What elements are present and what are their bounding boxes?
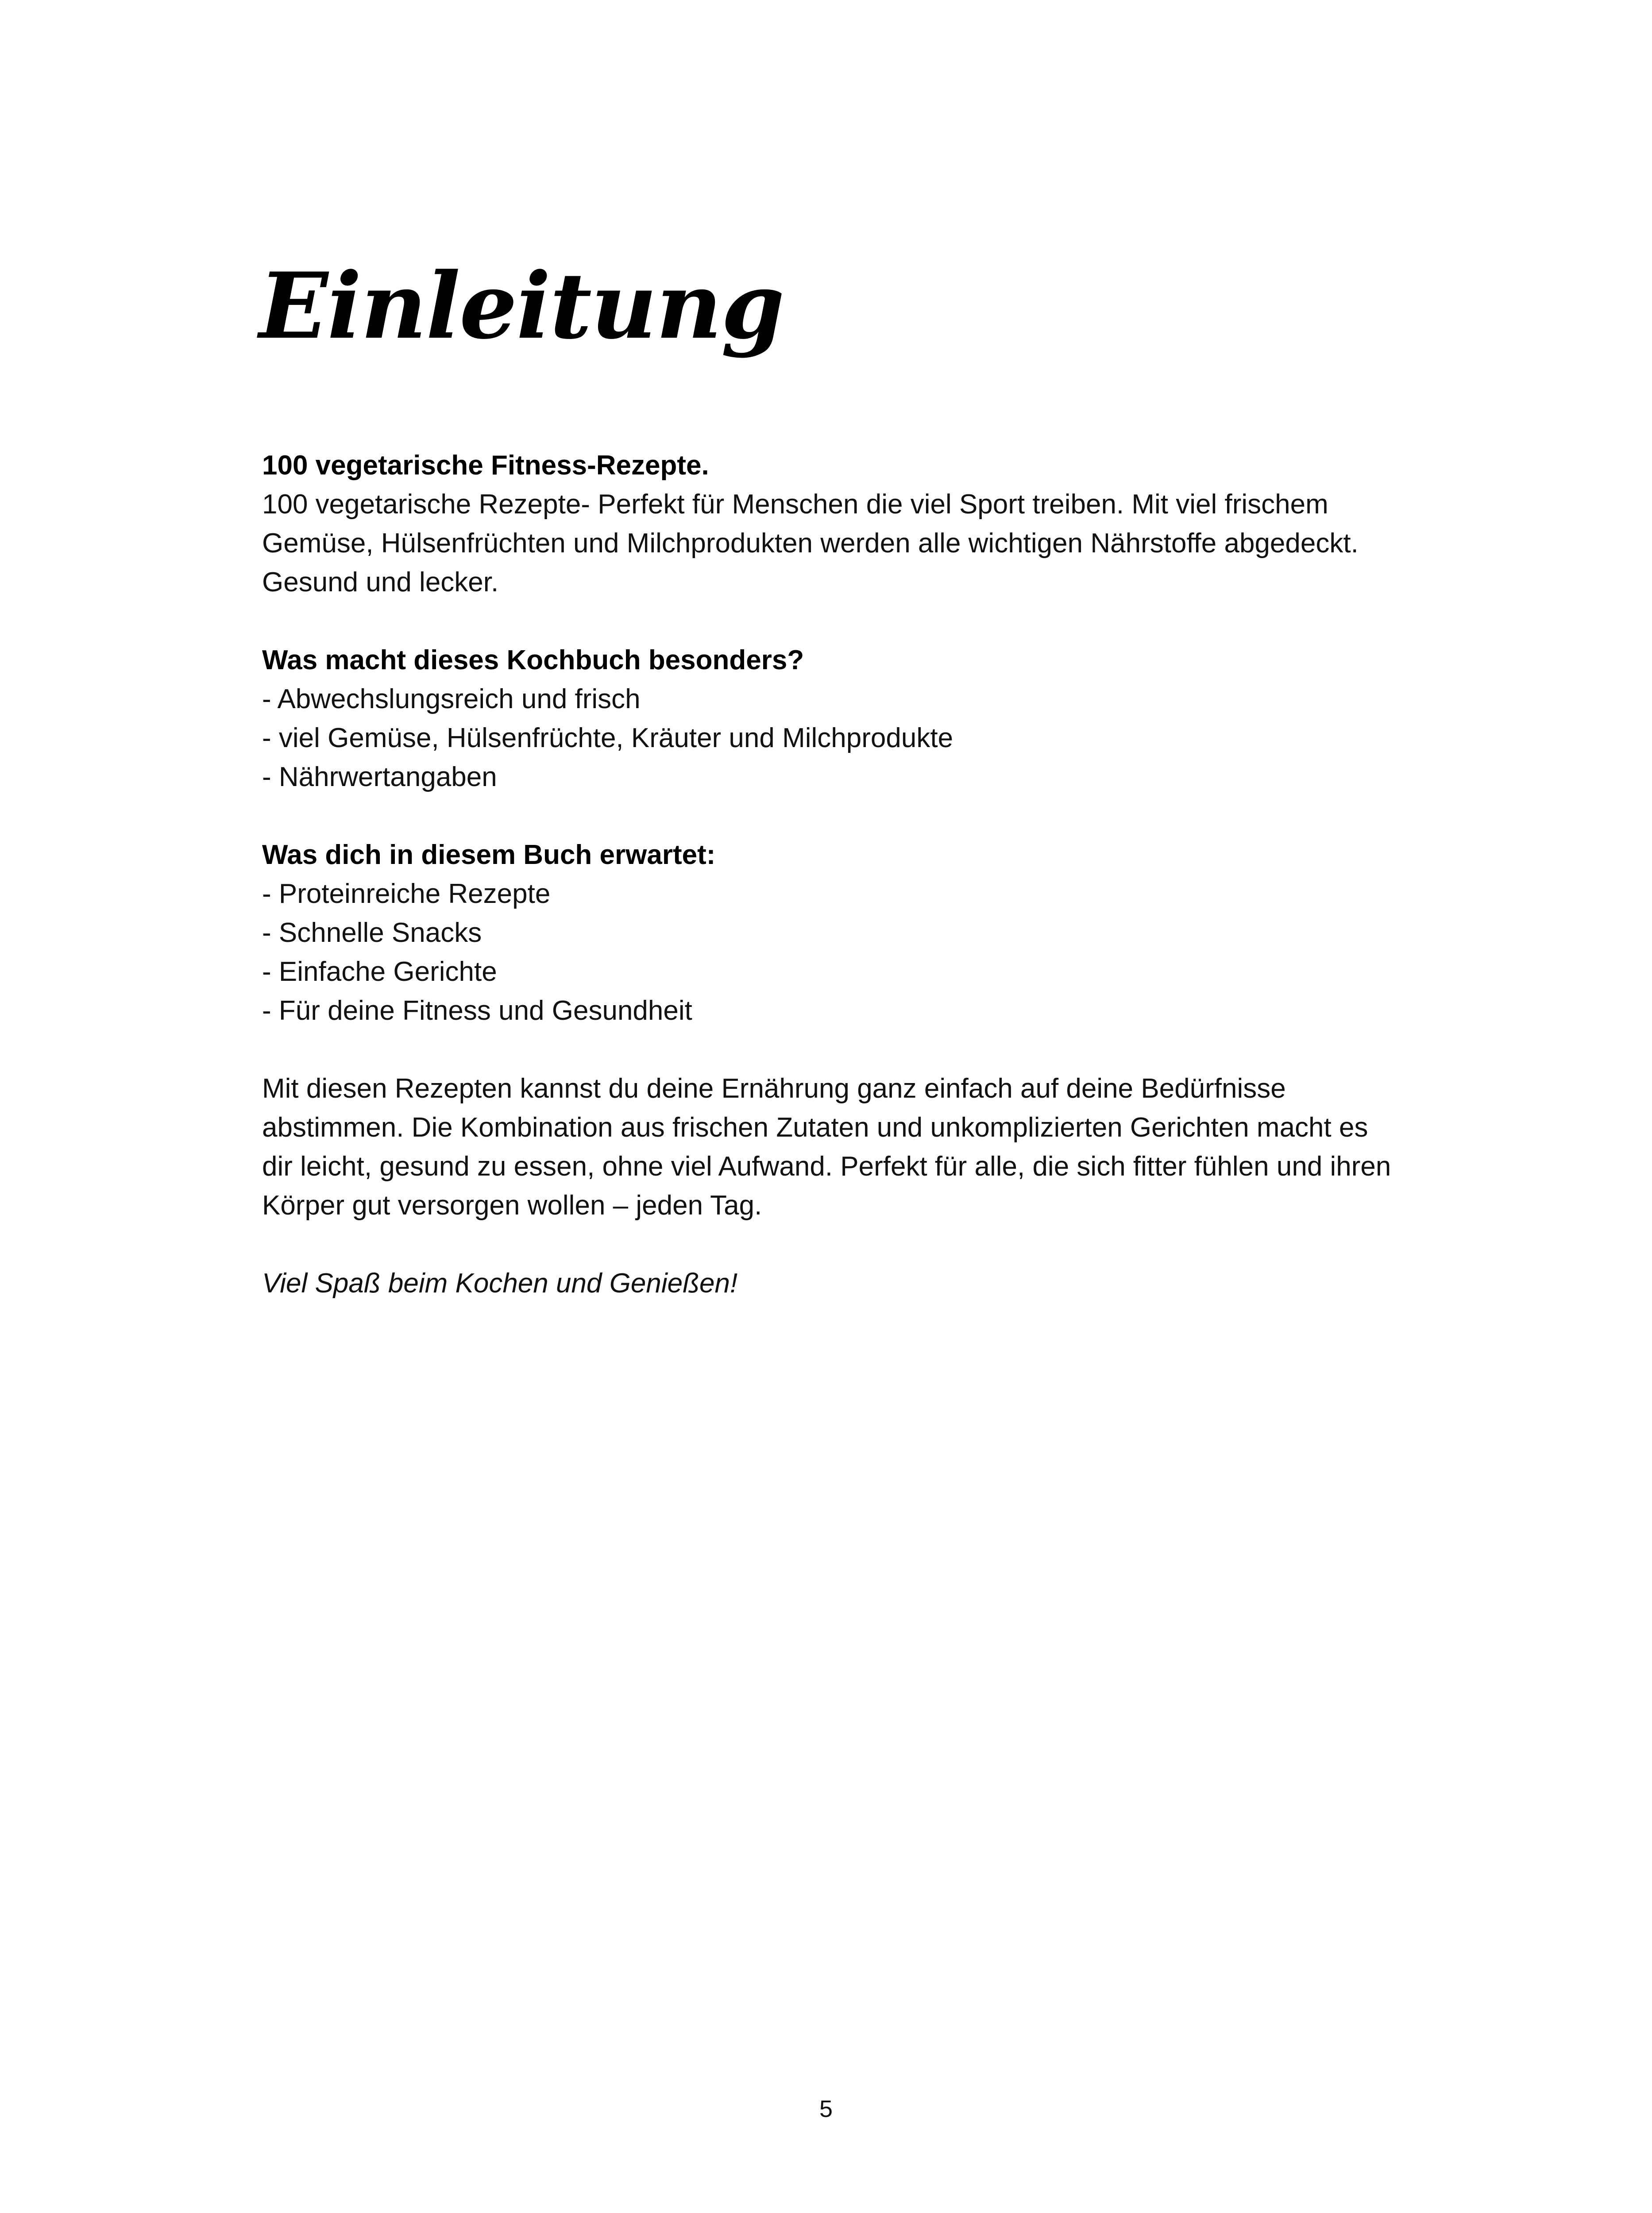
list-item: - viel Gemüse, Hülsenfrüchte, Kräuter und Milchprodukte [262, 723, 953, 753]
main-content [262, 446, 1395, 1303]
summary-paragraph: Mit diesen Rezepten kannst du deine Ernährung ganz einfach auf deine Bedürfnisse abstimmen. Die Kombination aus frischen Zutaten und unkomplizierten Gerichten macht es dir leicht, gesund zu essen, ohne viel Aufwand. Perfekt für alle, die sich fitter fühlen und ihren Körper gut versorgen wollen – jeden Tag. [262, 1073, 1391, 1221]
list-item: - Proteinreiche Rezepte [262, 879, 551, 909]
summary-section [262, 1069, 1395, 1225]
list-item: - Einfache Gerichte [262, 956, 497, 987]
intro-paragraph: 100 vegetarische Rezepte- Perfekt für Menschen die viel Sport treiben. Mit viel frischem Gemüse, Hülsenfrüchten und Milchprodukten werden alle wichtigen Nährstoffe abgedeckt. Gesund und lecker. [262, 489, 1359, 598]
expectations-section [262, 836, 1395, 1030]
page-title: Einleitung [259, 253, 784, 359]
intro-section [262, 446, 1395, 602]
special-list [262, 680, 1395, 797]
list-item: - Abwechslungsreich und frisch [262, 684, 641, 714]
list-item: - Für deine Fitness und Gesundheit [262, 995, 692, 1026]
list-item: - Nährwertangaben [262, 762, 497, 792]
list-item: - Schnelle Snacks [262, 918, 482, 948]
expectations-heading: Was dich in diesem Buch erwartet: [262, 840, 716, 870]
intro-heading: 100 vegetarische Fitness-Rezepte. [262, 450, 709, 481]
special-section [262, 641, 1395, 797]
page-number: 5 [819, 2096, 833, 2122]
expectations-list [262, 875, 1395, 1030]
closing-section [262, 1264, 1395, 1303]
special-heading: Was macht dieses Kochbuch besonders? [262, 645, 804, 675]
closing-line: Viel Spaß beim Kochen und Genießen! [262, 1268, 738, 1299]
